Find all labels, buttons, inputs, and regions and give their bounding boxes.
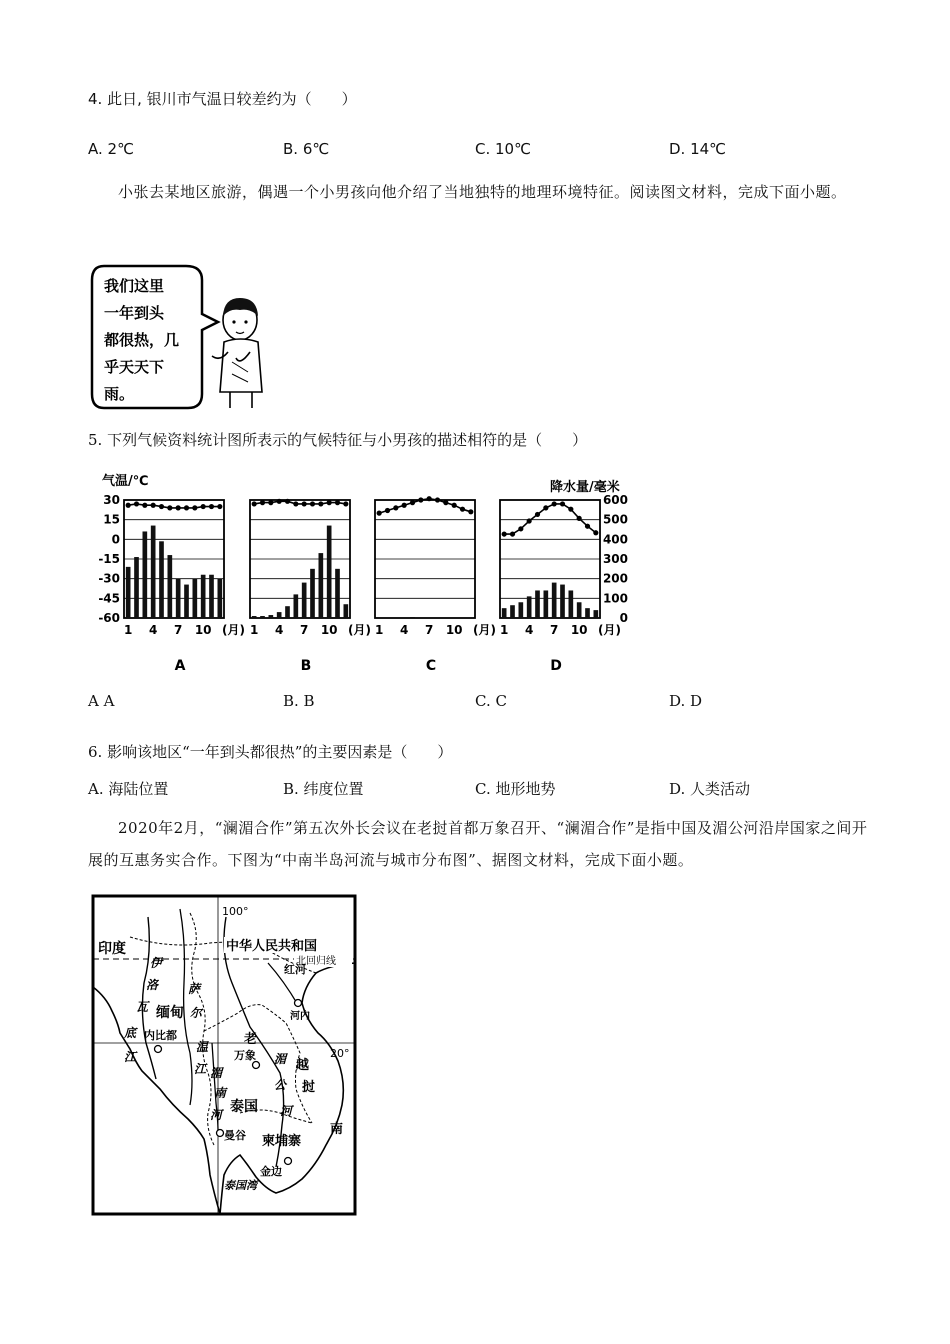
- precip-tick-label: 0: [619, 611, 628, 625]
- chart-panels: [124, 496, 621, 674]
- temperature-point: [201, 504, 206, 509]
- temp-tick-label: -15: [98, 552, 120, 566]
- temperature-point: [377, 511, 382, 516]
- month-tick-label: 10: [194, 623, 212, 637]
- temperature-point: [410, 500, 415, 505]
- precip-bar: [335, 569, 340, 618]
- q6-option-c: C. 地形地势: [475, 780, 556, 798]
- precip-bar: [302, 583, 307, 618]
- label-irrawaddy-5: 江: [124, 1050, 137, 1064]
- label-bangkok: 曼谷: [224, 1129, 246, 1142]
- temperature-point: [277, 499, 282, 504]
- label-china: 中华人民共和国: [226, 939, 318, 954]
- temperature-point: [302, 501, 307, 506]
- label-irrawaddy-3: 瓦: [136, 1000, 149, 1014]
- panel-name-label: C: [425, 658, 437, 674]
- label-thailand: 泰国: [230, 1099, 258, 1115]
- precip-bar: [184, 585, 189, 618]
- temperature-point: [268, 500, 273, 505]
- label-naypyidaw: 内比都: [144, 1029, 177, 1042]
- precip-bar: [126, 567, 131, 618]
- chart-panel-c: [375, 496, 496, 674]
- month-unit-label: (月): [598, 623, 621, 637]
- lat-label: 20°: [330, 1047, 350, 1060]
- label-salween-2: 尔: [190, 1006, 203, 1020]
- temp-tick-label: 0: [111, 532, 120, 547]
- temperature-point: [535, 512, 540, 517]
- precip-bar: [269, 615, 274, 618]
- precip-bar: [569, 590, 574, 618]
- label-salween-1: 萨: [188, 982, 201, 996]
- month-tick-label: 7: [173, 623, 183, 637]
- temperature-point: [310, 501, 315, 506]
- label-mekong-1: 湄: [274, 1052, 287, 1066]
- precip-bar: [159, 541, 164, 618]
- precip-bar: [201, 575, 206, 618]
- precip-bar: [585, 608, 590, 618]
- bubble-line-1: 我们这里: [104, 277, 165, 295]
- month-tick-label: 1: [499, 623, 509, 637]
- label-red-river: 红河: [284, 963, 306, 976]
- panel-name-label: D: [550, 658, 562, 674]
- temp-tick-label: -60: [98, 611, 120, 625]
- month-tick-label: 4: [274, 623, 284, 637]
- temperature-point: [560, 501, 565, 506]
- precip-bar: [143, 531, 148, 618]
- temperature-point: [460, 507, 465, 512]
- label-chao-phraya-1: 湄: [210, 1066, 223, 1080]
- month-tick-label: 10: [320, 623, 338, 637]
- bangkok-marker: [217, 1130, 224, 1137]
- q5-option-d: D. D: [669, 692, 703, 710]
- label-chao-phraya-2: 南: [214, 1086, 227, 1100]
- temp-tick-label: -30: [98, 571, 120, 586]
- precip-bar: [277, 612, 282, 618]
- label-phnom-penh: 金边: [260, 1165, 282, 1178]
- bubble-line-3: 都很热，几: [104, 331, 180, 349]
- temperature-point: [260, 500, 265, 505]
- climate-charts-svg: [90, 468, 650, 688]
- temperature-point: [192, 505, 197, 510]
- month-tick-label: 4: [524, 623, 534, 637]
- month-tick-label: 7: [549, 623, 559, 637]
- q4-stem: 4. 此日, 银川市气温日较差约为（ ）: [88, 90, 357, 108]
- precip-bar: [519, 602, 524, 618]
- precip-bar: [527, 596, 532, 618]
- temperature-point: [217, 504, 222, 509]
- temperature-point: [418, 497, 423, 502]
- month-unit-label: (月): [348, 623, 371, 637]
- precip-bar: [134, 557, 139, 618]
- q6-stem: 6. 影响该地区“一年到头都很热”的主要因素是（ ）: [88, 743, 453, 761]
- precip-tick-label: 500: [602, 512, 628, 527]
- tropic-label: 北回归线: [296, 956, 336, 967]
- label-laos: 老: [244, 1032, 258, 1047]
- q5-option-a: A A: [88, 692, 115, 710]
- precip-tick-label: 600: [602, 493, 628, 507]
- temperature-point: [468, 509, 473, 514]
- q4-option-c: C. 10℃: [475, 140, 531, 158]
- month-tick-label: 10: [570, 623, 588, 637]
- indochina-map-svg: [90, 893, 358, 1217]
- precip-tick-label: 400: [602, 532, 628, 547]
- precip-bar: [285, 606, 290, 618]
- hanoi-marker: [295, 1000, 302, 1007]
- month-tick-label: 1: [249, 623, 259, 637]
- precip-bar: [327, 526, 332, 618]
- label-cambodia: 柬埔寨: [262, 1134, 302, 1149]
- precip-bar: [544, 590, 549, 618]
- temperature-point: [443, 500, 448, 505]
- q5-option-c: C. C: [475, 692, 507, 710]
- q5-option-b: B. B: [283, 692, 315, 710]
- temperature-point: [293, 501, 298, 506]
- q4-option-d: D. 14℃: [669, 140, 727, 158]
- precip-tick-label: 100: [602, 591, 628, 606]
- month-tick-label: 1: [374, 623, 384, 637]
- temperature-point: [510, 531, 515, 536]
- naypyidaw-marker: [155, 1046, 162, 1053]
- precip-bar: [535, 590, 540, 618]
- temperature-point: [543, 505, 548, 510]
- temperature-point: [252, 501, 257, 506]
- precip-bar: [260, 616, 265, 618]
- precip-tick-label: 200: [602, 571, 628, 586]
- temperature-point: [285, 499, 290, 504]
- precip-bar: [552, 583, 557, 618]
- month-tick-label: 1: [123, 623, 133, 637]
- temperature-point: [552, 501, 557, 506]
- temp-tick-label: -45: [98, 591, 120, 606]
- label-irrawaddy-1: 伊: [150, 956, 163, 970]
- precip-bar: [577, 602, 582, 618]
- temperature-point: [151, 503, 156, 508]
- label-salween-3: 温: [196, 1040, 209, 1054]
- month-tick-label: 4: [148, 623, 158, 637]
- q6-option-d: D. 人类活动: [669, 780, 751, 798]
- temperature-point: [385, 508, 390, 513]
- boy-illustration: [212, 298, 262, 408]
- climate-charts: [90, 468, 650, 688]
- label-hanoi: 河内: [290, 1011, 310, 1022]
- temperature-point: [402, 503, 407, 508]
- q6-option-a: A. 海陆位置: [88, 780, 169, 798]
- precip-bar: [193, 579, 198, 618]
- indochina-map: [90, 893, 358, 1217]
- precip-bar: [218, 579, 223, 618]
- precip-bar: [310, 569, 315, 618]
- q6-option-b: B. 纬度位置: [283, 780, 364, 798]
- vientiane-marker: [253, 1062, 260, 1069]
- precip-bar: [502, 608, 507, 618]
- label-india: 印度: [98, 941, 126, 957]
- temperature-point: [527, 518, 532, 523]
- q4-option-b: B. 6℃: [283, 140, 330, 158]
- precip-bar: [252, 616, 257, 618]
- chart-panel-b: [250, 499, 371, 674]
- precip-bar: [168, 555, 173, 618]
- label-mekong-2: 公: [274, 1078, 287, 1092]
- panel-name-label: B: [300, 658, 312, 674]
- speech-bubble-figure: [90, 262, 268, 412]
- temperature-point: [585, 524, 590, 529]
- temperature-point: [568, 507, 573, 512]
- temperature-point: [327, 500, 332, 505]
- precip-bar: [319, 553, 324, 618]
- q5-stem: 5. 下列气候资料统计图所表示的气候特征与小男孩的描述相符的是（ ）: [88, 431, 588, 449]
- label-vientiane: 万象: [234, 1049, 256, 1062]
- precip-bar: [209, 575, 214, 618]
- temperature-point: [518, 526, 523, 531]
- precip-bar: [510, 605, 515, 618]
- label-nan: 南: [330, 1122, 344, 1137]
- label-irrawaddy-2: 洛: [146, 978, 159, 992]
- temperature-point: [209, 504, 214, 509]
- temperature-point: [593, 530, 598, 535]
- precip-axis-label: 降水量/毫米: [550, 480, 620, 495]
- temperature-point: [343, 501, 348, 506]
- month-tick-label: 7: [299, 623, 309, 637]
- intro-paragraph-1: 小张去某地区旅游，偶遇一个小男孩向他介绍了当地独特的地理环境特征。阅读图文材料，完成下面小题。: [118, 183, 847, 201]
- temperature-point: [427, 496, 432, 501]
- precip-bar: [176, 579, 181, 618]
- precip-bar: [410, 617, 415, 618]
- month-tick-label: 4: [399, 623, 409, 637]
- panel-name-label: A: [174, 658, 186, 674]
- temperature-point: [126, 503, 131, 508]
- temperature-point: [502, 531, 507, 536]
- label-chao-phraya-3: 河: [210, 1108, 223, 1122]
- intro-paragraph-2: 2020年2月，“澜湄合作”第五次外长会议在老挝首都万象召开、“澜湄合作”是指中国及湄公河沿岸国家之间开展的互惠务实合作。下图为“中南半岛河流与城市分布图”、据图文材料，完成下面小题。: [88, 819, 868, 869]
- temp-tick-label: 30: [103, 493, 120, 507]
- precip-bar: [594, 610, 599, 618]
- temperature-point: [134, 501, 139, 506]
- bubble-line-5: 雨。: [104, 385, 135, 403]
- temperature-point: [393, 505, 398, 510]
- lon-label: 100°: [222, 905, 249, 918]
- temp-tick-label: 15: [103, 512, 120, 527]
- temperature-point: [159, 504, 164, 509]
- precip-tick-label: 300: [602, 552, 628, 566]
- precip-bar: [560, 585, 565, 618]
- month-tick-label: 10: [445, 623, 463, 637]
- temperature-point: [435, 497, 440, 502]
- bubble-line-2: 一年到头: [104, 304, 165, 322]
- temperature-point: [577, 516, 582, 521]
- temperature-point: [167, 505, 172, 510]
- precip-bar: [294, 594, 299, 618]
- chart-panel-a: [124, 500, 245, 674]
- label-yue: 越: [296, 1058, 310, 1073]
- temperature-point: [142, 503, 147, 508]
- label-wo: 挝: [302, 1080, 316, 1095]
- month-unit-label: (月): [222, 623, 245, 637]
- bubble-line-4: 乎天天下: [104, 358, 165, 376]
- month-tick-label: 7: [424, 623, 434, 637]
- phnom-penh-marker: [285, 1158, 292, 1165]
- label-salween-4: 江: [194, 1062, 207, 1076]
- temperature-point: [176, 505, 181, 510]
- temperature-point: [184, 505, 189, 510]
- label-myanmar: 缅甸: [156, 1005, 184, 1021]
- temp-tick-labels: [98, 493, 120, 625]
- label-gulf: 泰国湾: [224, 1179, 257, 1192]
- label-mekong-3: 河: [280, 1104, 293, 1118]
- temperature-point: [335, 500, 340, 505]
- precip-bar: [151, 526, 156, 618]
- temp-axis-label: 气温/℃: [102, 474, 149, 489]
- label-irrawaddy-4: 底: [124, 1026, 137, 1040]
- speech-bubble-svg: [90, 262, 268, 412]
- month-unit-label: (月): [473, 623, 496, 637]
- precip-bar: [344, 604, 349, 618]
- temperature-point: [452, 503, 457, 508]
- temperature-point: [318, 501, 323, 506]
- precip-tick-labels: [603, 493, 628, 625]
- q4-option-a: A. 2℃: [88, 140, 134, 158]
